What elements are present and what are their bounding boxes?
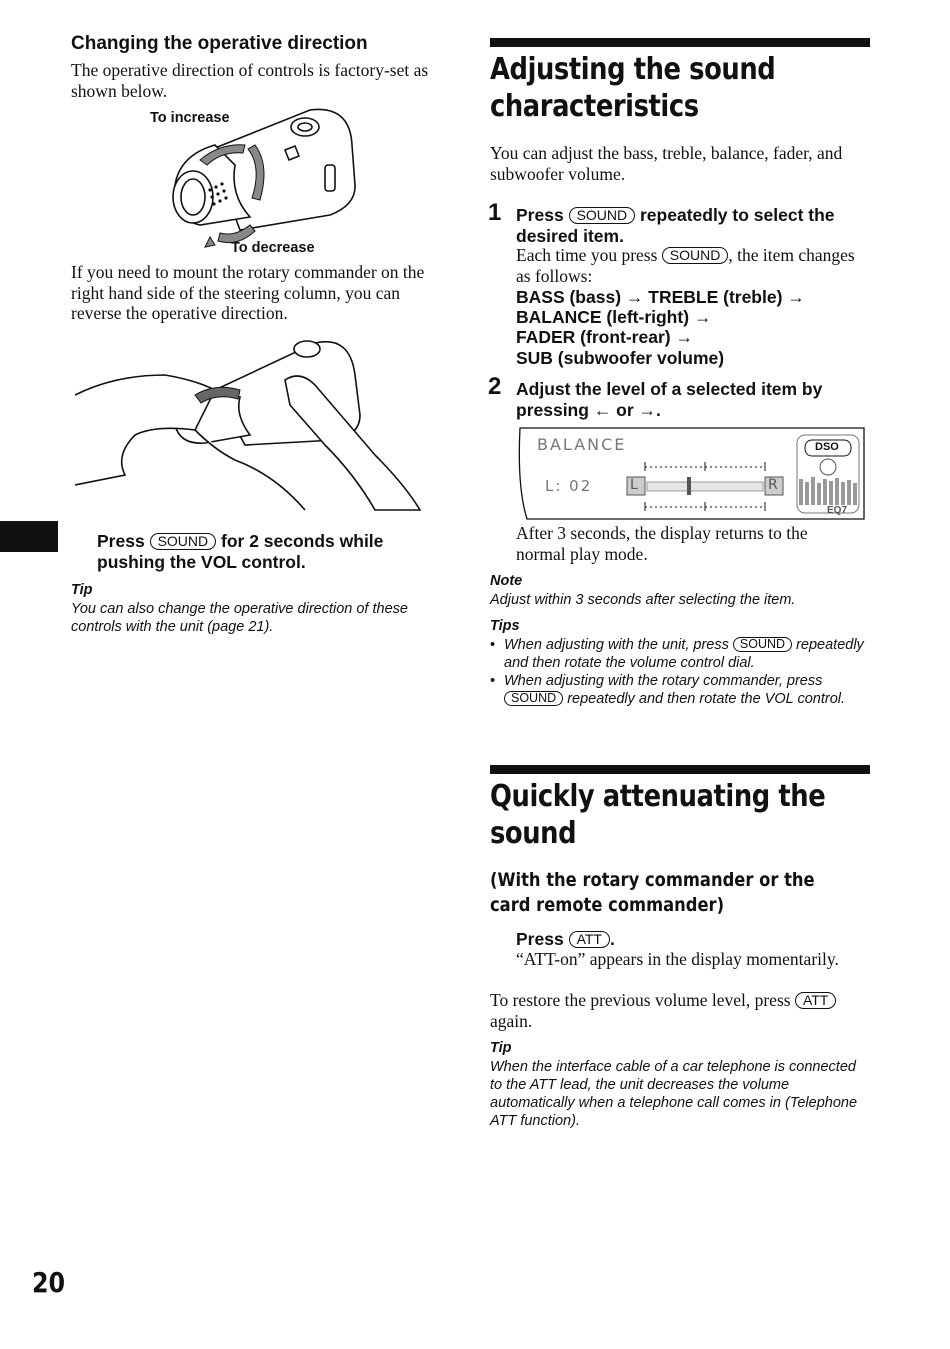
subtitle-commanders: (With the rotary commander or the card remote commander) xyxy=(490,869,815,916)
tips-item: • When adjusting with the rotary commander, press SOUND repeatedly and then rotate the VOL control. xyxy=(490,672,865,708)
sequence-line-4: SUB (subwoofer volume) xyxy=(516,348,725,368)
press-sound-instruction: Press SOUND for 2 seconds while pushing the VOL control. xyxy=(97,531,384,572)
sound-key: SOUND xyxy=(150,533,217,550)
display-value: L: 02 xyxy=(545,477,593,495)
note-text: Adjust within 3 seconds after selecting the item. xyxy=(490,592,796,608)
att-key: ATT xyxy=(569,931,610,948)
att-on-text: “ATT-on” appears in the display momentarily. xyxy=(516,949,839,969)
step-1-instruction: Press SOUND repeatedly to select the desired item. xyxy=(516,205,835,246)
tip-heading-2: Tip xyxy=(490,1040,512,1056)
display-right-label: R xyxy=(768,477,778,493)
step-2-number: 2 xyxy=(488,373,502,400)
sound-key: SOUND xyxy=(569,207,636,224)
section-heading-operative-direction: Changing the operative direction xyxy=(71,33,368,54)
tips-list xyxy=(490,636,865,708)
tips-item: • When adjusting with the unit, press SOUND repeatedly and then rotate the volume control dial. xyxy=(490,636,865,672)
hand-operation-figure xyxy=(75,335,440,515)
step-1-detail: Each time you press SOUND , the item changes as follows: xyxy=(516,245,855,286)
eq-indicator: EQ7 xyxy=(827,505,848,516)
right-side-mount-text: If you need to mount the rotary commander on the right hand side of the steering column, you can reverse the operative direction. xyxy=(71,262,425,323)
after-3-seconds-text: After 3 seconds, the display returns to the normal play mode. xyxy=(516,523,808,564)
restore-volume-text: To restore the previous volume level, press ATT again. xyxy=(490,990,860,1031)
title-attenuating-sound: Quickly attenuating the sound xyxy=(490,779,826,851)
sound-intro-text: You can adjust the bass, treble, balance, fader, and subwoofer volume. xyxy=(490,143,843,184)
intro-text: The operative direction of controls is factory-set as shown below. xyxy=(71,60,429,101)
note-heading: Note xyxy=(490,573,523,589)
rotary-commander-figure xyxy=(160,105,360,250)
balance-display xyxy=(515,427,866,520)
tip-text: You can also change the operative direction of these controls with the unit (page 21). xyxy=(71,601,408,635)
step-2-instruction: Adjust the level of a selected item by pressing ← or →. xyxy=(516,379,823,420)
step-1-number: 1 xyxy=(488,199,502,226)
sound-key: SOUND xyxy=(504,691,563,706)
sequence-line-1: BASS (bass) → TREBLE (treble) → xyxy=(516,287,805,307)
to-increase-label: To increase xyxy=(150,110,230,126)
sound-key: SOUND xyxy=(733,637,792,652)
to-decrease-label: To decrease xyxy=(231,240,315,256)
section-rule-top xyxy=(490,38,870,47)
sequence-line-3: FADER (front-rear) → xyxy=(516,327,693,347)
section-tab xyxy=(0,521,58,552)
tips-heading: Tips xyxy=(490,618,520,634)
title-adjusting-sound: Adjusting the sound characteristics xyxy=(490,52,776,124)
section-rule-bottom xyxy=(490,765,870,774)
sequence-line-2: BALANCE (left-right) → xyxy=(516,307,712,327)
tip-heading: Tip xyxy=(71,582,93,598)
att-key: ATT xyxy=(795,992,836,1009)
display-mode: BALANCE xyxy=(537,435,627,454)
tip-text-2: When the interface cable of a car telephone is connected to the ATT lead, the unit decreases the volume automatically when a telephone call comes in (Telephone ATT function). xyxy=(490,1059,858,1129)
press-att-instruction: Press ATT . xyxy=(516,929,615,949)
page-number: 20 xyxy=(32,1266,66,1299)
dso-indicator: DSO xyxy=(815,441,839,453)
display-left-label: L xyxy=(630,477,638,493)
sound-key: SOUND xyxy=(662,247,729,264)
